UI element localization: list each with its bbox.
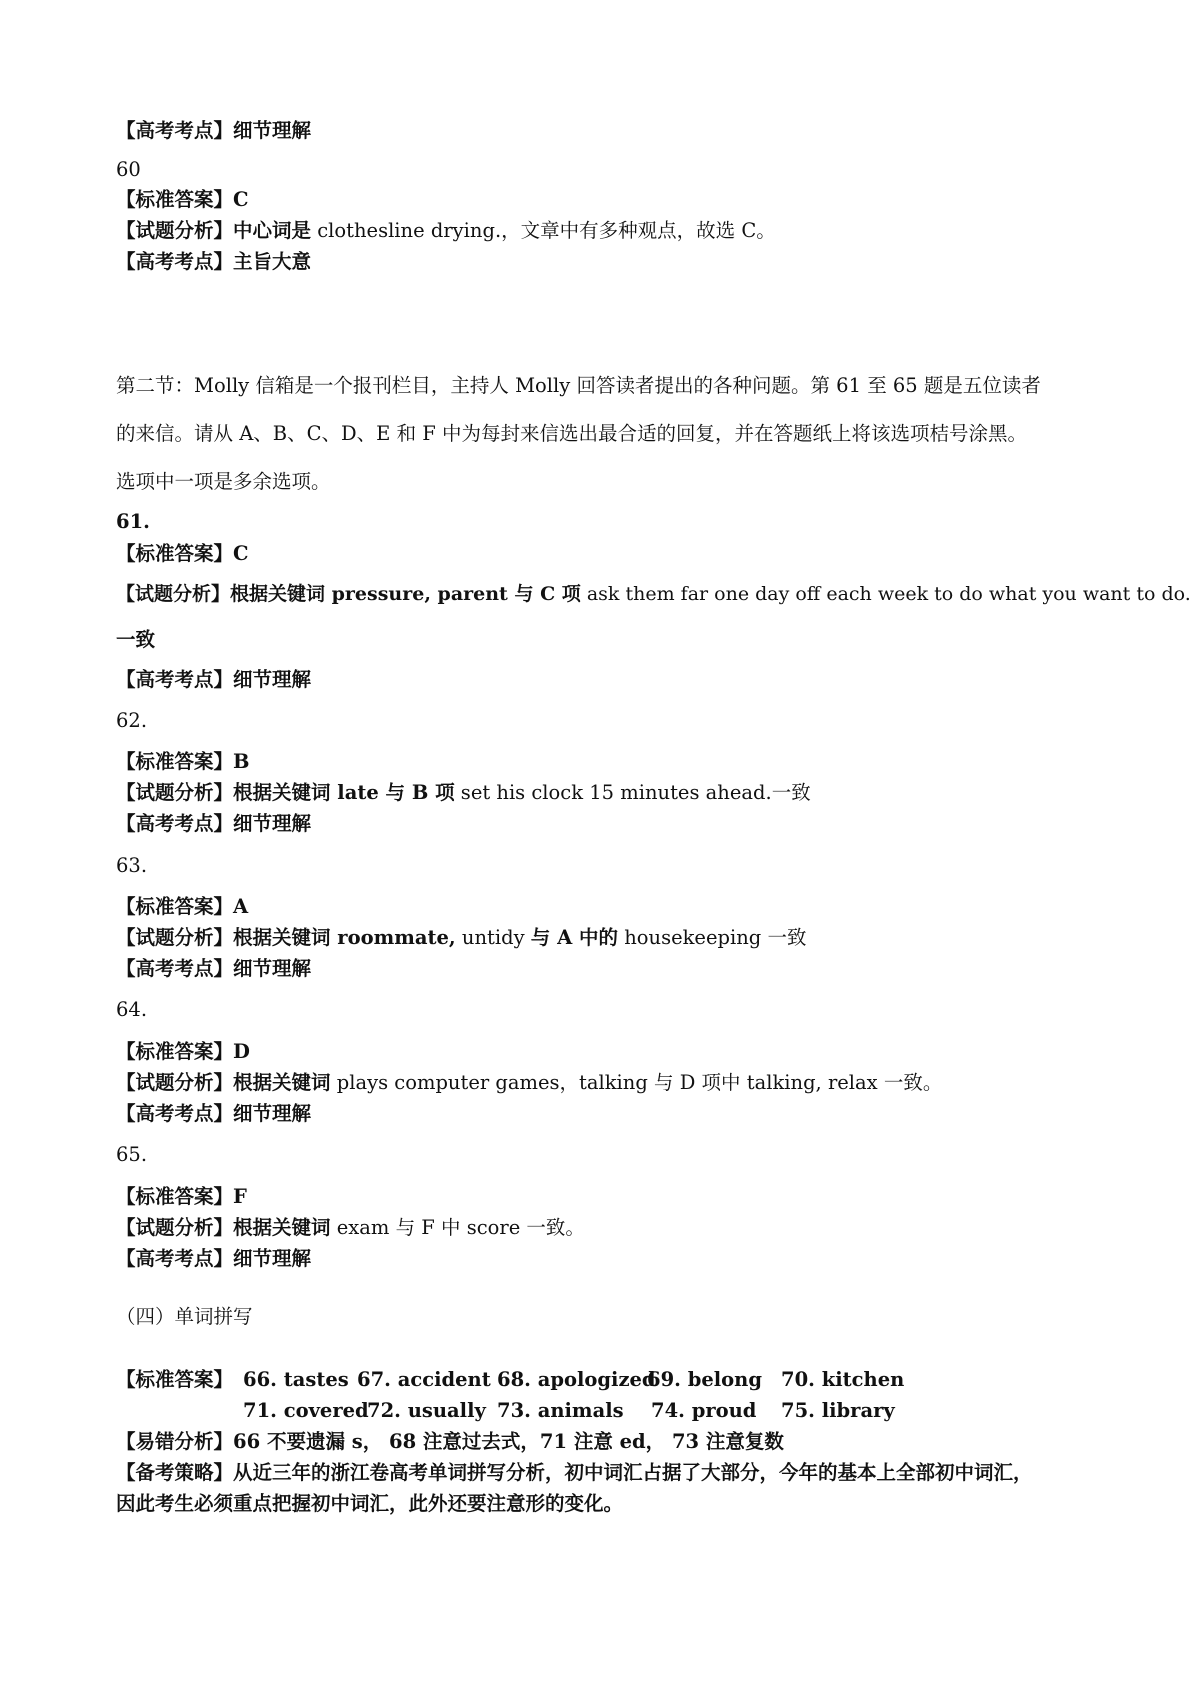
q62-number: 62. bbox=[116, 709, 148, 732]
q60-exam-point: 【高考考点】主旨大意 bbox=[116, 250, 312, 273]
spelling-answer: 68. apologized bbox=[497, 1368, 656, 1391]
q59-exam-point: 【高考考点】细节理解 bbox=[116, 119, 312, 142]
q64-number: 64. bbox=[116, 998, 148, 1021]
section2-instructions-line3: 选项中一项是多余选项。 bbox=[116, 470, 331, 493]
part4-answer-label: 【标准答案】 bbox=[116, 1368, 234, 1391]
q60-analysis: 【试题分析】中心词是 clothesline drying.，文章中有多种观点，故选 C。 bbox=[116, 219, 776, 242]
q63-analysis: 【试题分析】根据关键词 roommate, untidy 与 A 中的 housekeeping 一致 bbox=[116, 926, 807, 949]
q61-number: 61. bbox=[116, 510, 150, 533]
q63-exam-point: 【高考考点】细节理解 bbox=[116, 957, 312, 980]
q62-answer: 【标准答案】B bbox=[116, 750, 250, 773]
spelling-answer: 67. accident bbox=[357, 1368, 491, 1391]
spelling-answer: 71. covered bbox=[243, 1399, 369, 1422]
q61-analysis: 【试题分析】根据关键词 pressure, parent 与 C 项 ask them far one day off each week to do what you want to do. bbox=[116, 583, 1191, 605]
spelling-answer: 75. library bbox=[781, 1399, 895, 1422]
spelling-answer: 74. proud bbox=[651, 1399, 757, 1422]
q65-answer: 【标准答案】F bbox=[116, 1185, 247, 1208]
q60-answer: 【标准答案】C bbox=[116, 188, 249, 211]
q61-exam-point: 【高考考点】细节理解 bbox=[116, 668, 312, 691]
spelling-answer: 73. animals bbox=[497, 1399, 624, 1422]
q60-number: 60 bbox=[116, 158, 141, 181]
q64-answer: 【标准答案】D bbox=[116, 1040, 250, 1063]
q65-analysis: 【试题分析】根据关键词 exam 与 F 中 score 一致。 bbox=[116, 1216, 585, 1239]
q61-answer: 【标准答案】C bbox=[116, 542, 249, 565]
part4-heading: （四）单词拼写 bbox=[116, 1305, 253, 1328]
q64-exam-point: 【高考考点】细节理解 bbox=[116, 1102, 312, 1125]
spelling-answer: 72. usually bbox=[367, 1399, 486, 1422]
q63-number: 63. bbox=[116, 854, 148, 877]
q61-analysis-cont: 一致 bbox=[116, 628, 156, 651]
q64-analysis: 【试题分析】根据关键词 plays computer games，talking 与 D 项中 talking, relax 一致。 bbox=[116, 1071, 943, 1094]
spelling-answer: 69. belong bbox=[647, 1368, 762, 1391]
spelling-answer: 70. kitchen bbox=[781, 1368, 905, 1391]
q65-number: 65. bbox=[116, 1143, 148, 1166]
spelling-answer: 66. tastes bbox=[243, 1368, 349, 1391]
part4-error-analysis: 【易错分析】66 不要遗漏 s， 68 注意过去式，71 注意 ed， 73 注意复数 bbox=[116, 1430, 784, 1453]
section2-instructions-line2: 的来信。请从 A、B、C、D、E 和 F 中为每封来信选出最合适的回复，并在答题纸上将该选项桔号涂黑。 bbox=[116, 422, 1028, 445]
q63-answer: 【标准答案】A bbox=[116, 895, 249, 918]
part4-strategy-cont: 因此考生必须重点把握初中词汇，此外还要注意形的变化。 bbox=[116, 1492, 624, 1515]
part4-strategy: 【备考策略】从近三年的浙江卷高考单词拼写分析，初中词汇占据了大部分，今年的基本上全部初中词汇， bbox=[116, 1461, 1033, 1484]
q65-exam-point: 【高考考点】细节理解 bbox=[116, 1247, 312, 1270]
section2-instructions-line1: 第二节：Molly 信箱是一个报刊栏目，主持人 Molly 回答读者提出的各种问题。第 61 至 65 题是五位读者 bbox=[116, 374, 1041, 397]
q62-exam-point: 【高考考点】细节理解 bbox=[116, 812, 312, 835]
q62-analysis: 【试题分析】根据关键词 late 与 B 项 set his clock 15 minutes ahead.一致 bbox=[116, 781, 811, 804]
